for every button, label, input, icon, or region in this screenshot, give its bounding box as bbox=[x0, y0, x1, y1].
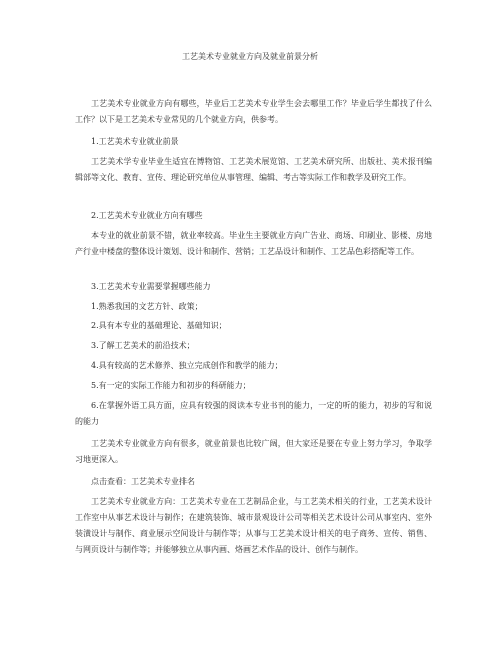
section-heading-1: 1.工艺美术专业就业前景 bbox=[91, 137, 179, 146]
list-item-5: 5.有一定的实际工作能力和初步的科研能力； bbox=[91, 381, 251, 390]
section-heading-3: 3.工艺美术专业需要掌握哪些能力 bbox=[91, 282, 211, 291]
paragraph-direction-detail: 工艺美术专业就业方向：工艺美术专业在工艺制品企业，与工艺美术相关的行业，工艺美术设计工作室中从事艺术设计与制作；在建筑装饰、城市景观设计公司等相关艺术设计公司从事室内、室外装潢设计与制作、商业展示空间设计与制作等；从事与工艺美术设计相关的电子商务、宣传、销售、与网页设计与制作等；并能够独立从事内画、烙画艺术作品的设计、创作与制作。 bbox=[75, 497, 432, 554]
list-item-2: 2.具有本专业的基础理论、基础知识； bbox=[91, 321, 227, 330]
paragraph-directions: 本专业的就业前景不错，就业率较高。毕业生主要就业方向广告业、商场、印刷业、影楼、房地产行业中楼盘的整体设计策划、设计和制作、营销；工艺品设计和制作、工艺品色彩搭配等工作。 bbox=[75, 231, 432, 256]
list-item-3: 3.了解工艺美术的前沿技术； bbox=[91, 341, 195, 350]
list-item-1: 1.熟悉我国的文艺方针、政策； bbox=[91, 302, 203, 311]
paragraph-prospects: 工艺美术学专业毕业生适宜在博物馆、工艺美术展览馆、工艺美术研究所、出版社、美术报刊编辑部等文化、教育、宣传、理论研究单位从事管理、编辑、考古等实际工作和教学及研究工作。 bbox=[75, 157, 432, 182]
section-heading-2: 2.工艺美术专业就业方向有哪些 bbox=[91, 211, 203, 220]
list-item-6: 6.在掌握外语工具方面，应具有较强的阅读本专业书刊的能力，一定的听的能力，初步的写和说的能力 bbox=[75, 401, 432, 426]
list-item-4: 4.具有较高的艺术修养、独立完成创作和教学的能力； bbox=[91, 361, 283, 370]
intro-paragraph: 工艺美术专业就业方向有哪些，毕业后工艺美术专业学生会去哪里工作？毕业后学生都找了什么工作？以下是工艺美术专业常见的几个就业方向，供参考。 bbox=[75, 99, 432, 124]
link-ranking[interactable]: 点击查看：工艺美术专业排名 bbox=[91, 477, 195, 486]
paragraph-summary: 工艺美术专业就业方向有很多，就业前景也比较广阔，但大家还是要在专业上努力学习，争取学习地更深入。 bbox=[75, 439, 432, 464]
document-title: 工艺美术专业就业方向及就业前景分析 bbox=[182, 52, 318, 61]
